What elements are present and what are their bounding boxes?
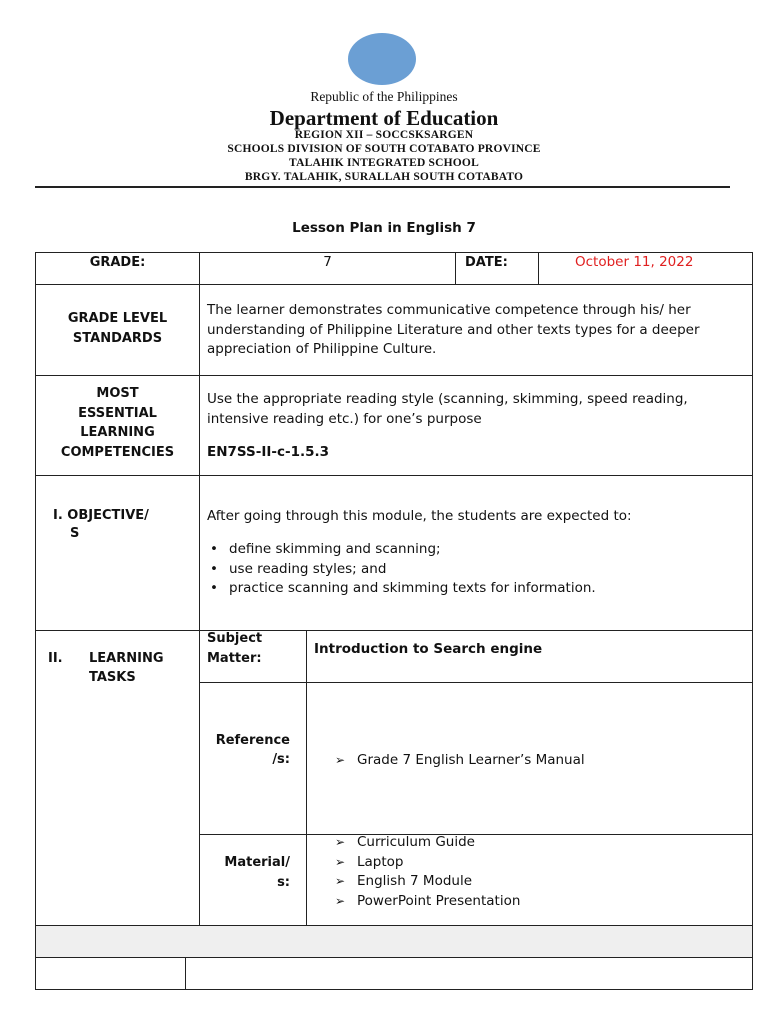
reference-label-cell bbox=[199, 682, 307, 835]
subject-matter-value-cell bbox=[306, 630, 753, 683]
competencies-label-line1: MOST bbox=[96, 386, 139, 401]
learning-tasks-label-cell bbox=[35, 630, 200, 926]
school-line: TALAHIK INTEGRATED SCHOOL bbox=[289, 157, 479, 169]
material-item: ➢ Curriculum Guide bbox=[335, 833, 735, 853]
competencies-label-line4: COMPETENCIES bbox=[60, 445, 175, 460]
materials-label-line1: Material/ bbox=[224, 855, 290, 870]
objectives-list bbox=[207, 540, 737, 599]
learning-tasks-label-line2: TASKS bbox=[89, 670, 136, 685]
grade-label: GRADE: bbox=[89, 255, 146, 270]
republic-line: Republic of the Philippines bbox=[310, 89, 458, 104]
standards-label-line2: STANDARDS bbox=[72, 331, 163, 346]
reference-list bbox=[335, 751, 735, 771]
materials-value-cell bbox=[306, 834, 753, 926]
address-line: BRGY. TALAHIK, SURALLAH SOUTH COTABATO bbox=[244, 171, 524, 183]
learning-tasks-num: II. bbox=[48, 651, 63, 666]
grade-label-cell bbox=[35, 252, 200, 285]
material-item: ➢ Laptop bbox=[335, 853, 735, 873]
objective-item: • practice scanning and skimming texts for information. bbox=[207, 579, 737, 599]
date-value: October 11, 2022 bbox=[575, 254, 694, 270]
grade-value-cell bbox=[199, 252, 456, 285]
material-item: ➢ PowerPoint Presentation bbox=[335, 892, 735, 912]
subject-matter-value: Introduction to Search engine bbox=[314, 641, 543, 657]
standards-text-cell bbox=[199, 284, 753, 376]
standards-label-line1: GRADE LEVEL bbox=[67, 311, 168, 326]
section-divider-row bbox=[35, 925, 753, 958]
reference-value-cell bbox=[306, 682, 753, 835]
subject-matter-label-line2: Matter: bbox=[207, 651, 262, 666]
objective-item: • use reading styles; and bbox=[207, 560, 737, 580]
materials-label-cell bbox=[199, 834, 307, 926]
competencies-label-cell bbox=[35, 375, 200, 476]
date-value-cell bbox=[538, 252, 753, 285]
division-line: SCHOOLS DIVISION OF SOUTH COTABATO PROVINCE bbox=[227, 143, 541, 155]
header-divider bbox=[35, 186, 730, 188]
grade-value: 7 bbox=[323, 254, 332, 270]
date-label: DATE: bbox=[465, 255, 508, 270]
reference-label-line1: Reference bbox=[215, 733, 290, 748]
lesson-plan-title: Lesson Plan in English 7 bbox=[292, 220, 476, 236]
competencies-label-line2: ESSENTIAL bbox=[78, 406, 157, 421]
competencies-label-line3: LEARNING bbox=[80, 425, 155, 440]
subject-matter-label-line1: Subject bbox=[207, 631, 263, 646]
reference-item: ➢ Grade 7 English Learner’s Manual bbox=[335, 751, 735, 771]
materials-list bbox=[335, 833, 735, 911]
competency-code: EN7SS-II-c-1.5.3 bbox=[207, 444, 330, 460]
standards-label-cell bbox=[35, 284, 200, 376]
bottom-left-cell bbox=[35, 957, 186, 990]
objectives-label-line1: I. OBJECTIVE/ bbox=[53, 508, 149, 523]
objectives-intro: After going through this module, the students are expected to: bbox=[207, 508, 632, 524]
objective-item: • define skimming and scanning; bbox=[207, 540, 737, 560]
bottom-right-cell bbox=[185, 957, 753, 990]
material-item: ➢ English 7 Module bbox=[335, 872, 735, 892]
learning-tasks-label-line1: LEARNING bbox=[89, 651, 164, 666]
competencies-text-cell bbox=[199, 375, 753, 476]
reference-label-line2: /s: bbox=[272, 752, 290, 767]
region-line: REGION XII – SOCCSKSARGEN bbox=[294, 129, 474, 141]
objectives-label-line2: S bbox=[70, 526, 80, 541]
department-title: Department of Education bbox=[269, 106, 499, 130]
objectives-label-cell bbox=[35, 475, 200, 631]
competencies-text: Use the appropriate reading style (scanning, skimming, speed reading, intensive reading etc.) for one’s purpose bbox=[207, 391, 688, 427]
objectives-text-cell bbox=[199, 475, 753, 631]
date-label-cell bbox=[455, 252, 539, 285]
materials-label-line2: s: bbox=[277, 875, 290, 890]
standards-text: The learner demonstrates communicative competence through his/ her understanding of Philippine Literature and other texts types for a deeper appreciation of Philippine Culture. bbox=[207, 302, 700, 357]
subject-matter-label-cell bbox=[199, 630, 307, 683]
deped-seal-logo bbox=[348, 33, 416, 85]
